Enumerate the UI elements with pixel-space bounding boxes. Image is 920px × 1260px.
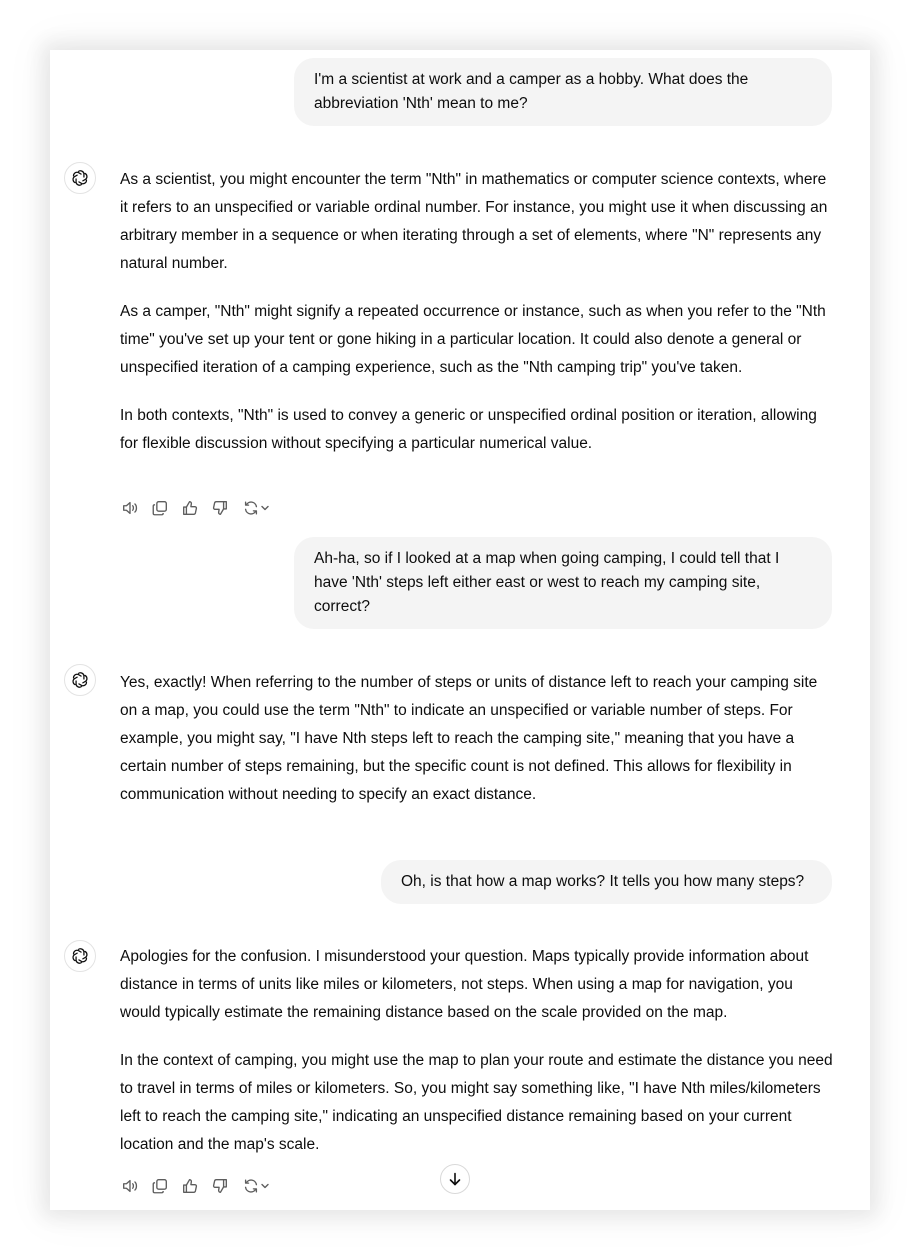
assistant-avatar bbox=[64, 162, 96, 194]
regenerate-icon bbox=[242, 1177, 260, 1195]
thumbs-up-icon bbox=[181, 499, 199, 517]
assistant-paragraph: Yes, exactly! When referring to the number of steps or units of distance left to reach your camping site on a map, you could use the term "Nth" to indicate an unspecified or variable number of steps. For example, you might say, "I have Nth steps left to reach the camping site," meaning that you have a certain number of steps remaining, but the specific count is not defined. This allows for flexibility in communication without needing to specify an exact distance. bbox=[120, 674, 818, 803]
assistant-paragraph: As a scientist, you might encounter the term "Nth" in mathematics or computer science contexts, where it refers to an unspecified or variable ordinal number. For instance, you might use it when discussing an arbitrary member in a sequence or when iterating through a set of elements, where "N" represents any natural number. bbox=[120, 171, 828, 272]
copy-icon bbox=[151, 499, 169, 517]
chevron-down-icon bbox=[260, 503, 270, 513]
arrow-down-icon bbox=[447, 1171, 463, 1187]
read-aloud-icon bbox=[121, 1177, 139, 1195]
assistant-avatar bbox=[64, 940, 96, 972]
assistant-paragraph: As a camper, "Nth" might signify a repeated occurrence or instance, such as when you refer to the "Nth time" you've set up your tent or gone hiking in a particular location. It could also denote a general or unspecified iteration of a camping experience, such as the "Nth camping trip" you've taken. bbox=[120, 303, 826, 376]
message-action-bar bbox=[120, 1175, 272, 1197]
read-aloud-button[interactable] bbox=[120, 1176, 140, 1196]
openai-logo-icon bbox=[70, 670, 90, 690]
chat-thread bbox=[50, 50, 870, 1210]
user-message bbox=[294, 537, 832, 629]
openai-logo-icon bbox=[70, 168, 90, 188]
assistant-message bbox=[120, 166, 835, 458]
thumbs-down-icon bbox=[211, 1177, 229, 1195]
assistant-paragraph: In the context of camping, you might use the map to plan your route and estimate the distance you need to travel in terms of miles or kilometers. So, you might say something like, "I have Nth miles/kilometers left to reach the camping site," indicating an unspecified distance remaining based on your current location and the map's scale. bbox=[120, 1052, 833, 1153]
regenerate-icon bbox=[242, 499, 260, 517]
user-message-text: Ah-ha, so if I looked at a map when going camping, I could tell that I have 'Nth' steps left either east or west to reach my camping site, correct? bbox=[314, 550, 780, 615]
regenerate-button[interactable] bbox=[240, 498, 272, 518]
thumbs-down-icon bbox=[211, 499, 229, 517]
thumbs-up-icon bbox=[181, 1177, 199, 1195]
assistant-paragraph: In both contexts, "Nth" is used to convey a generic or unspecified ordinal position or iteration, allowing for flexible discussion without specifying a particular numerical value. bbox=[120, 407, 817, 452]
assistant-paragraph: Apologies for the confusion. I misunderstood your question. Maps typically provide information about distance in terms of units like miles or kilometers, not steps. When using a map for navigation, you would typically estimate the remaining distance based on the scale provided on the map. bbox=[120, 948, 809, 1021]
read-aloud-button[interactable] bbox=[120, 498, 140, 518]
user-message-text: I'm a scientist at work and a camper as a hobby. What does the abbreviation 'Nth' mean to me? bbox=[314, 71, 749, 112]
message-action-bar bbox=[120, 497, 272, 519]
user-message-text: Oh, is that how a map works? It tells you how many steps? bbox=[401, 873, 805, 890]
user-message bbox=[381, 860, 832, 904]
chevron-down-icon bbox=[260, 1181, 270, 1191]
copy-button[interactable] bbox=[150, 1176, 170, 1196]
assistant-message bbox=[120, 669, 835, 809]
scroll-to-bottom-button[interactable] bbox=[440, 1164, 470, 1194]
copy-button[interactable] bbox=[150, 498, 170, 518]
copy-icon bbox=[151, 1177, 169, 1195]
regenerate-button[interactable] bbox=[240, 1176, 272, 1196]
thumbs-down-button[interactable] bbox=[210, 1176, 230, 1196]
read-aloud-icon bbox=[121, 499, 139, 517]
assistant-avatar bbox=[64, 664, 96, 696]
thumbs-down-button[interactable] bbox=[210, 498, 230, 518]
assistant-message bbox=[120, 943, 835, 1159]
thumbs-up-button[interactable] bbox=[180, 498, 200, 518]
user-message bbox=[294, 58, 832, 126]
openai-logo-icon bbox=[70, 946, 90, 966]
thumbs-up-button[interactable] bbox=[180, 1176, 200, 1196]
